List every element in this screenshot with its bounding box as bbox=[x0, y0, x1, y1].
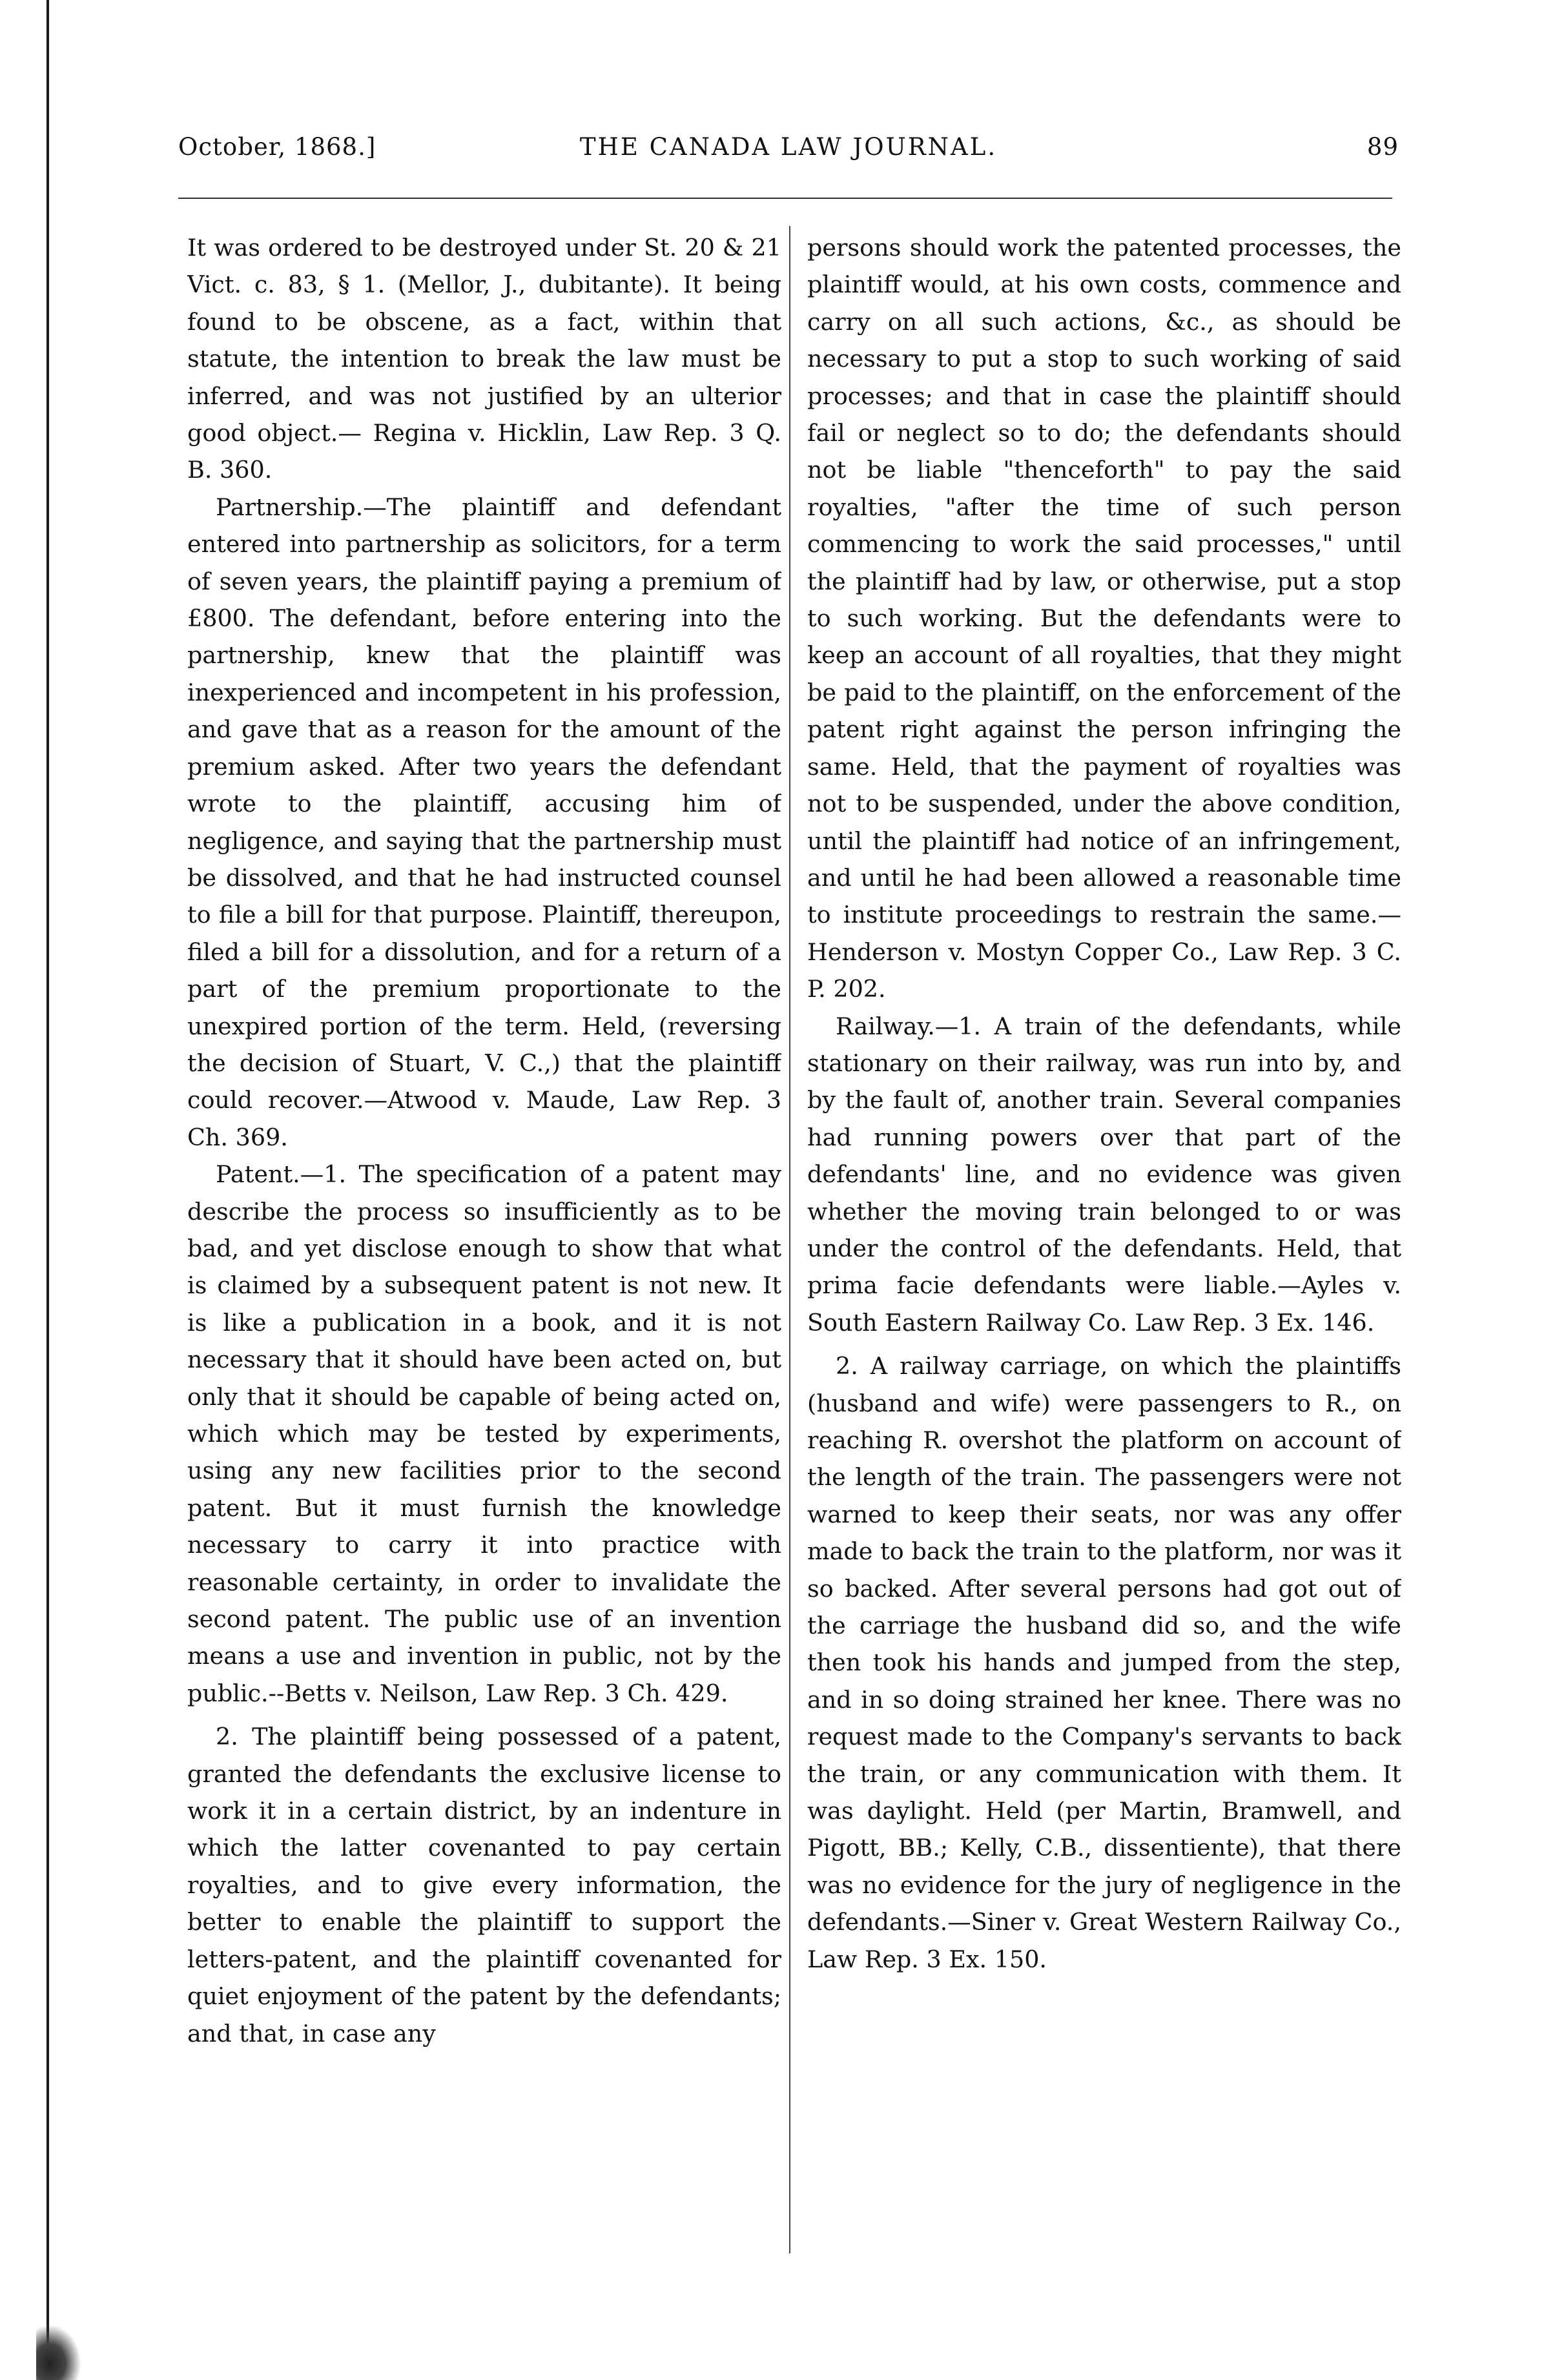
paragraph-patent-2: 2. The plaintiff being possessed of a patent, granted the defendants the exclusive license to work it in a certain district, by an indenture in which the latter covenanted to pay certain royalties, and to give every information, the better to enable the plaintiff to support the letters-patent, and the plaintiff covenanted for quiet enjoyment of the patent by the defendants; and that, in case any bbox=[187, 1723, 781, 2047]
paragraph-railway-1: Railway.—1. A train of the defendants, while stationary on their railway, was run into by, and by the fault of, another train. Several companies had running powers over that part of the defendants' line, and no evidence was given whether the moving train belonged to or was under the control of the defendants. Held, that prima facie defendants were liable.—Ayles v. South Eastern Railway Co. Law Rep. 3 Ex. 146. bbox=[807, 1012, 1401, 1337]
paragraph-partnership: Partnership.—The plaintiff and defendant entered into partnership as solicitors, for a term of seven years, the plaintiff paying a premium of £800. The defendant, before entering into the partnership, knew that the plaintiff was inexperienced and incompetent in his profession, and gave that as a reason for the amount of the premium asked. After two years the defendant wrote to the plaintiff, accusing him of negligence, and saying that the partnership must be dissolved, and that he had instructed counsel to file a bill for that purpose. Plaintiff, thereupon, filed a bill for a dissolution, and for a return of a part of the premium proportionate to the unexpired portion of the term. Held, (reversing the decision of Stuart, V. C.,) that the plaintiff could recover.—Atwood v. Maude, Law Rep. 3 Ch. 369. bbox=[187, 493, 781, 1151]
right-column bbox=[807, 229, 1401, 2263]
paragraph-railway-2: 2. A railway carriage, on which the plaintiffs (husband and wife) were passengers to R., on reaching R. overshot the platform on account of the length of the train. The passengers were not warned to keep their seats, nor was any offer made to back the train to the platform, nor was it so backed. After several persons had got out of the carriage the husband did so, and the wife then took his hands and jumped from the step, and in so doing strained her knee. There was no request made to the Company's servants to back the train, or any communication with them. It was daylight. Held (per Martin, Bramwell, and Pigott, BB.; Kelly, C.B., dissentiente), that there was no evidence for the jury of negligence in the defendants.—Siner v. Great Western Railway Co., Law Rep. 3 Ex. 150. bbox=[807, 1352, 1401, 1973]
paragraph-patent-2-continued: persons should work the patented processes, the plaintiff would, at his own costs, commence and carry on all such actions, &c., as should be necessary to put a stop to such working of said processes; and that in case the plaintiff should fail or neglect so to do; the defendants should not be liable "thenceforth" to pay the said royalties, "after the time of such person commencing to work the said processes," until the plaintiff had by law, or otherwise, put a stop to such working. But the defendants were to keep an account of all royalties, that they might be paid to the plaintiff, on the enforcement of the patent right against the person infringing the same. Held, that the payment of royalties was not to be suspended, under the above condition, until the plaintiff had notice of an infringement, and until he had been allowed a reasonable time to institute proceedings to restrain the same.—Henderson v. Mostyn Copper Co., Law Rep. 3 C. P. 202. bbox=[807, 234, 1401, 1003]
header-date: October, 1868.] bbox=[178, 133, 376, 161]
paragraph-patent-1: Patent.—1. The specification of a patent may describe the process so insufficiently as to be bad, and yet disclose enough to show that what is claimed by a subsequent patent is not new. It is like a publication in a book, and it is not necessary that it should have been acted on, but only that it should be capable of being acted on, which which may be tested by experiments, using any new facilities prior to the second patent. But it must furnish the knowledge necessary to carry it into practice with reasonable certainty, in order to invalidate the second patent. The public use of an invention means a use and invention in public, not by the public.--Betts v. Neilson, Law Rep. 3 Ch. 429. bbox=[187, 1160, 781, 1707]
page-number: 89 bbox=[1366, 133, 1399, 161]
book-spine-edge bbox=[46, 0, 49, 2380]
journal-title: THE CANADA LAW JOURNAL. bbox=[579, 133, 998, 161]
column-divider bbox=[789, 226, 790, 2253]
running-header bbox=[178, 133, 1399, 172]
header-rule bbox=[178, 198, 1392, 199]
left-column bbox=[187, 229, 781, 2263]
scan-shadow bbox=[36, 2324, 81, 2380]
paragraph-obscenity-conclusion: It was ordered to be destroyed under St. 20 & 21 Vict. c. 83, § 1. (Mellor, J., dubitante). It being found to be obscene, as a fact, within that statute, the intention to break the law must be inferred, and was not justified by an ulterior good object.— Regina v. Hicklin, Law Rep. 3 Q. B. 360. bbox=[187, 234, 781, 484]
